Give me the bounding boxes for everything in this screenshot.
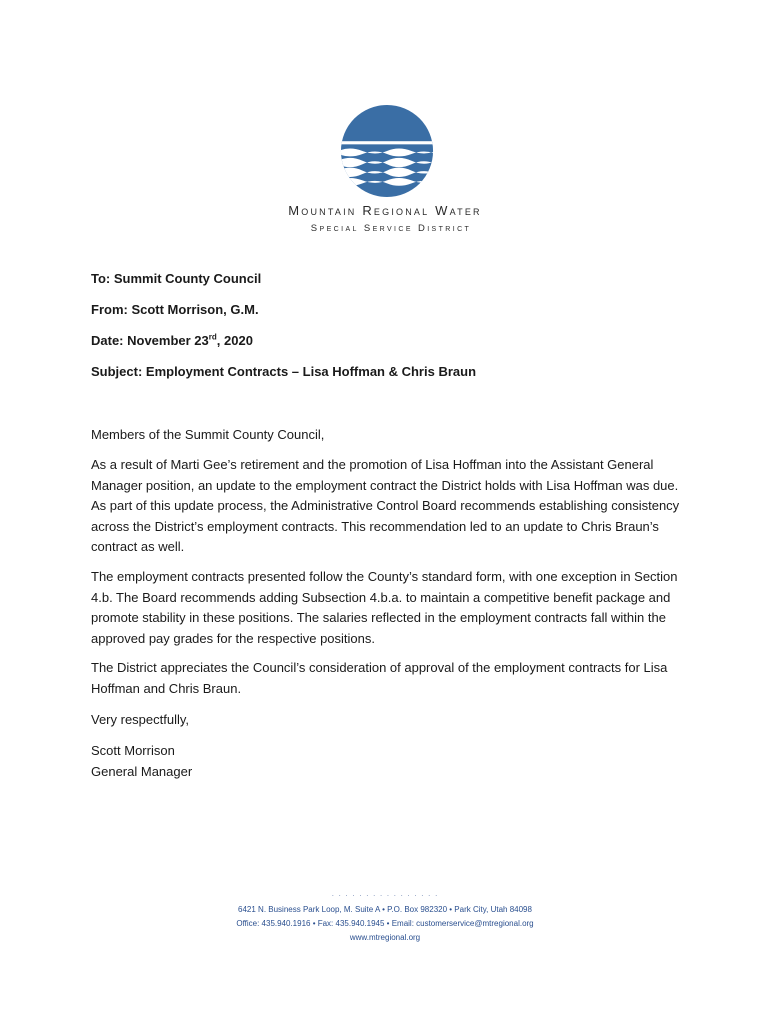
footer-website: www.mtregional.org [349,933,421,942]
org-subtitle: Special Service District [310,223,472,234]
footer-contact: Office: 435.940.1916 • Fax: 435.940.1945 • Email: customerservice@mtregional.org [236,919,534,928]
paragraph-2-text: The employment contracts presented follow the County’s standard form, with one exception in Section 4.b. The Board recommends adding Subsection 4.b.a. to maintain a competitive benefit package and promote stability in these positions. The salaries reflected in the employment contracts fall within the approved pay grades for the respective positions. [91,569,678,646]
memo-subject: Subject: Employment Contracts – Lisa Hoffman & Chris Braun [91,364,477,379]
footer-address: 6421 N. Business Park Loop, M. Suite A • P.O. Box 982320 • Park City, Utah 84098 [238,905,532,914]
signer-title: General Manager [91,763,193,779]
salutation [91,425,691,446]
memo-date-sup: rd [208,332,217,342]
memo-to: To: Summit County Council [91,271,262,286]
memo-from: From: Scott Morrison, G.M. [91,302,259,317]
signature-block [91,741,691,782]
paragraph-3-text: The District appreciates the Council’s consideration of approval of the employment contracts for Lisa Hoffman and Chris Braun. [91,660,668,696]
org-name: Mountain Regional Water [288,203,482,218]
paragraph-1 [91,455,691,558]
paragraph-2 [91,567,691,649]
signer-name: Scott Morrison [91,743,175,758]
closing [91,710,691,731]
footer-dots: · · · · · · · · · · · · · · · · [331,891,439,900]
paragraph-1-text: As a result of Marti Gee’s retirement and the promotion of Lisa Hoffman into the Assistant General Manager position, an update to the employment contract the District holds with Lisa Hoffman was due. As part of this update process, the Administrative Control Board recommends establishing consistency across the District’s employment contracts. This recommendation led to an update to Chris Braun’s contract as well. [91,457,680,554]
salutation-text: Members of the Summit County Council, [91,427,325,442]
paragraph-3 [91,658,691,699]
footer [0,889,770,945]
closing-text: Very respectfully, [91,712,190,727]
memo-date-suffix: , 2020 [216,333,253,348]
memo-date-prefix: Date: November 23 [91,333,209,348]
memo-date [91,333,253,348]
water-waves-logo [338,102,436,200]
